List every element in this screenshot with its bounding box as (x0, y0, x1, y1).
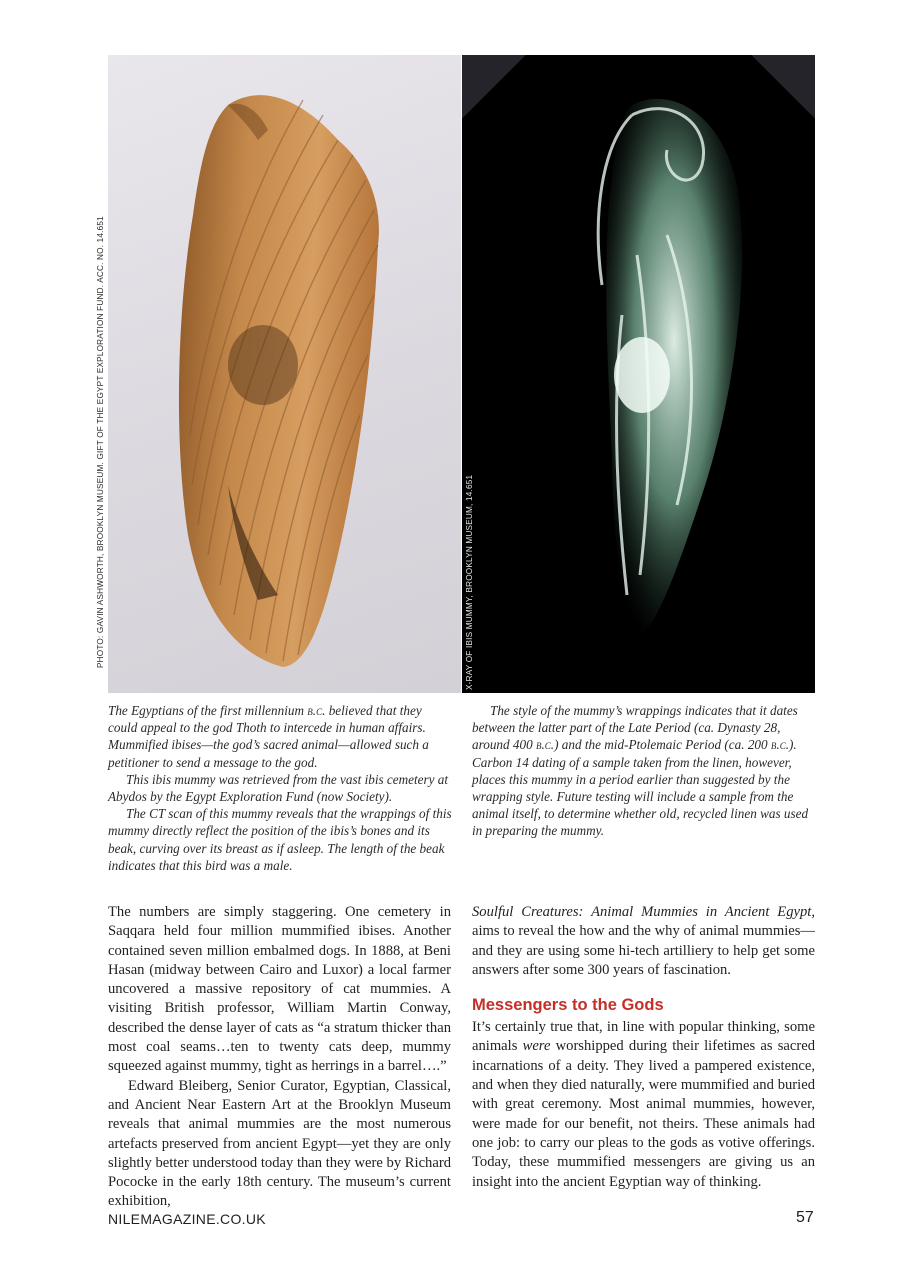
caption-text: The Egyptians of the first millennium (108, 703, 308, 718)
article-paragraph (472, 1018, 815, 1192)
section-heading: Messengers to the Gods (472, 996, 664, 1015)
footer-site: NILEMAGAZINE.CO.UK (108, 1211, 266, 1227)
article-column-right (472, 903, 815, 1192)
caption-paragraph: This ibis mummy was retrieved from the vast ibis cemetery at Abydos by the Egypt Exploration Fund (now Society). (108, 771, 449, 805)
caption-era: b.c. (770, 737, 790, 753)
article-paragraph: The numbers are simply staggering. One cemetery in Saqqara held four million mummified ibises. Another contained seven million embalmed dogs. In 1888, at Beni Hasan (midway between Cairo and Luxor) a local farmer uncovered a massive repository of cat mummies. A visiting British professor, William Martin Conway, described the dense layer of cats as “a stratum thicker than most coal seams…ten to twenty cats deep, mummy squeezed against mummy, tight as herrings in a barrel….” (108, 904, 451, 1075)
caption-column-left (108, 702, 453, 874)
photo-panel (96, 55, 815, 693)
ibis-mummy-photo (108, 55, 461, 693)
exhibition-title: Soulful Creatures: Animal Mummies in Ancient Egypt (472, 904, 812, 920)
caption-paragraph (472, 702, 817, 840)
article-emphasis: were (522, 1038, 551, 1055)
caption-text: The style of the mummy’s wrappings indicates that it dates between the latter part of the Late Period (ca. Dynasty 28, around 400 (472, 703, 798, 753)
caption-paragraph (108, 702, 453, 771)
caption-paragraph: The CT scan of this mummy reveals that the wrappings of this mummy directly reflect the position of the ibis’s bones and its beak, curving over its breast as if asleep. The length of the beak indicates that this bird was a male. (108, 806, 452, 873)
xray-photo (462, 55, 815, 693)
photo-credit-left: PHOTO: GAVIN ASHWORTH, BROOKLYN MUSEUM. GIFT OF THE EGYPT EXPLORATION FUND. ACC. NO. 14.651 (96, 216, 105, 668)
caption-text: ) and the mid-Ptolemaic Period (ca. 200 (554, 737, 771, 753)
article-paragraph (472, 903, 815, 980)
wrapped-mummy-illustration (108, 55, 461, 693)
caption-era: b.c. (307, 703, 326, 718)
caption-text: believed that they could appeal to the god Thoth to intercede in human affairs. Mummified ibises—the god’s sacred animal—allowed such a petitioner to send a message to the god. (108, 703, 429, 770)
caption-text: ). Carbon 14 dating of a sample taken from the linen, however, places this mummy in a period earlier than suggested by the wrapping style. Future testing will include a sample from the animal itself, to determine whether old, recycled linen was used in preparing the mummy. (472, 737, 809, 839)
article-column-left (108, 903, 451, 1212)
caption-column-right (472, 702, 817, 840)
article-text: , aims to reveal the how and the why of animal mummies—and they are using some hi-tech artilliery to help get some answers after some 300 years of fascination. (472, 904, 815, 978)
page-number: 57 (796, 1209, 814, 1226)
xray-skeleton-illustration (462, 55, 815, 693)
article-text: It’s certainly true that, in line with popular thinking, some animals (472, 1019, 815, 1055)
caption-era: b.c. (536, 737, 555, 753)
article-paragraph: Edward Bleiberg, Senior Curator, Egyptian, Classical, and Ancient Near Eastern Art at the Brooklyn Museum reveals that animal mummies are the most numerous artefacts preserved from ancient Egypt—yet they are only slightly better understood today than they were by Richard Pococke in the early 18th century. The museum’s current exhibition, (108, 1077, 451, 1210)
article-text: worshipped during their lifetimes as sacred incarnations of a deity. They lived a pampered existence, and when they died naturally, were mummified and buried with great ceremony. Most animal mummies, however, were made for our benefit, not theirs. These animals had one job: to carry our pleas to the gods as votive offerings. Today, these mummified messengers are giving us an insight into the ancient Egyptian way of thinking. (472, 1038, 815, 1190)
photo-credit-right: X-RAY OF IBIS MUMMY, BROOKLYN MUSEUM, 14.651 (465, 474, 474, 690)
